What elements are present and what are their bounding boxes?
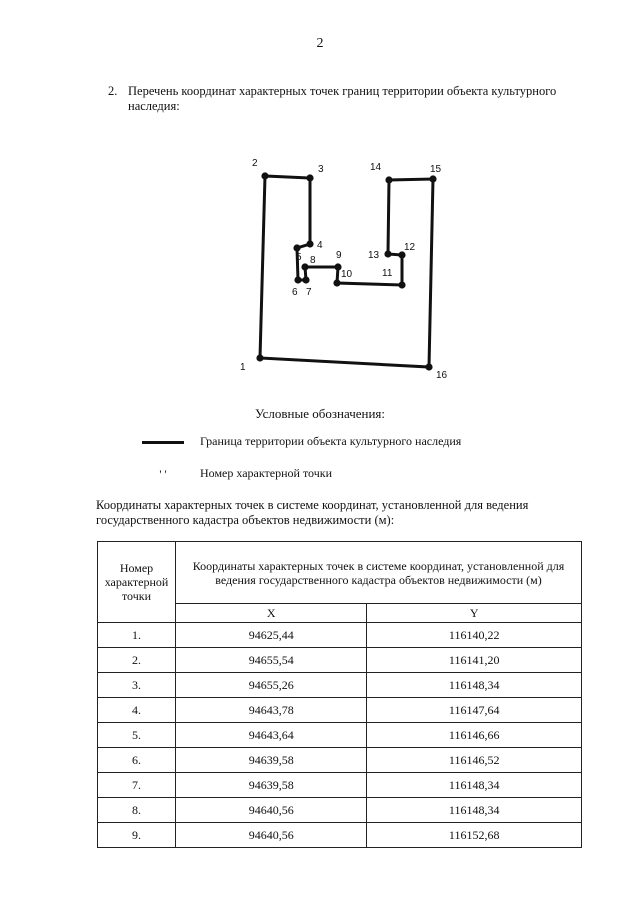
point-marker bbox=[301, 263, 308, 270]
cell-number: 6. bbox=[98, 748, 176, 773]
cell-number: 9. bbox=[98, 823, 176, 848]
cell-number: 5. bbox=[98, 723, 176, 748]
point-label: 14 bbox=[370, 162, 382, 173]
point-marker bbox=[294, 276, 301, 283]
table-row bbox=[98, 623, 582, 648]
cell-number: 7. bbox=[98, 773, 176, 798]
table-row bbox=[98, 723, 582, 748]
point-label: 6 bbox=[292, 287, 298, 298]
point-label: 10 bbox=[341, 269, 353, 280]
point-label: 11 bbox=[382, 268, 393, 279]
point-label: 8 bbox=[310, 255, 316, 266]
cell-y: 116147,64 bbox=[367, 698, 582, 723]
point-label: 2 bbox=[252, 158, 258, 169]
coordinates-table bbox=[97, 541, 582, 848]
cell-y: 116148,34 bbox=[367, 773, 582, 798]
point-label: 4 bbox=[317, 240, 323, 251]
point-label: 5 bbox=[296, 252, 302, 263]
section-heading bbox=[108, 84, 588, 114]
legend-boundary bbox=[142, 434, 461, 449]
point-marker bbox=[261, 172, 268, 179]
cell-number: 8. bbox=[98, 798, 176, 823]
header-coordinates: Координаты характерных точек в системе координат, установленной для ведения государственного кадастра объектов недвижимости (м) bbox=[176, 542, 582, 604]
legend-title: Условные обозначения: bbox=[254, 406, 386, 421]
point-marker bbox=[425, 363, 432, 370]
point-marker bbox=[398, 281, 405, 288]
cell-number: 3. bbox=[98, 673, 176, 698]
legend-points bbox=[142, 466, 332, 482]
cell-y: 116148,34 bbox=[367, 798, 582, 823]
cell-x: 94655,26 bbox=[176, 673, 367, 698]
table-row bbox=[98, 798, 582, 823]
point-label: 15 bbox=[430, 164, 442, 175]
legend-line-sample bbox=[142, 441, 184, 444]
cell-x: 94655,54 bbox=[176, 648, 367, 673]
cell-y: 116146,52 bbox=[367, 748, 582, 773]
point-marker bbox=[333, 279, 340, 286]
point-label: 13 bbox=[368, 250, 380, 261]
cell-number: 1. bbox=[98, 623, 176, 648]
section-title: Перечень координат характерных точек границ территории объекта культурного наследия: bbox=[128, 84, 557, 113]
header-point-number: Номер характерной точки bbox=[98, 542, 176, 623]
cell-y: 116140,22 bbox=[367, 623, 582, 648]
point-label: 1 bbox=[240, 362, 246, 373]
point-marker bbox=[429, 175, 436, 182]
header-y: Y bbox=[367, 604, 582, 623]
point-label: 3 bbox=[318, 164, 324, 175]
table-row bbox=[98, 648, 582, 673]
cell-x: 94639,58 bbox=[176, 748, 367, 773]
legend-point-label: Номер характерной точки bbox=[200, 466, 332, 480]
cell-y: 116146,66 bbox=[367, 723, 582, 748]
section-number: 2. bbox=[108, 84, 118, 98]
table-row bbox=[98, 823, 582, 848]
cell-x: 94640,56 bbox=[176, 823, 367, 848]
point-marker bbox=[384, 250, 391, 257]
header-x: X bbox=[176, 604, 367, 623]
page-number: 2 bbox=[316, 36, 324, 51]
point-label: 7 bbox=[306, 287, 312, 298]
point-marker bbox=[302, 276, 309, 283]
cell-x: 94625,44 bbox=[176, 623, 367, 648]
point-label: 12 bbox=[404, 242, 416, 253]
table-row bbox=[98, 773, 582, 798]
cell-y: 116148,34 bbox=[367, 673, 582, 698]
legend-point-marker: ' ' bbox=[159, 466, 167, 481]
intro-paragraph: Координаты характерных точек в системе координат, установленной для ведения государственного кадастра объектов недвижимости (м): bbox=[96, 498, 529, 527]
cell-x: 94639,58 bbox=[176, 773, 367, 798]
cell-number: 4. bbox=[98, 698, 176, 723]
boundary-diagram bbox=[230, 150, 470, 390]
cell-x: 94643,78 bbox=[176, 698, 367, 723]
cell-x: 94640,56 bbox=[176, 798, 367, 823]
point-marker bbox=[306, 240, 313, 247]
point-label: 9 bbox=[336, 250, 342, 261]
cell-number: 2. bbox=[98, 648, 176, 673]
table-row bbox=[98, 673, 582, 698]
point-marker bbox=[256, 354, 263, 361]
point-marker bbox=[293, 244, 300, 251]
cell-y: 116141,20 bbox=[367, 648, 582, 673]
table-row bbox=[98, 698, 582, 723]
point-marker bbox=[306, 174, 313, 181]
cell-y: 116152,68 bbox=[367, 823, 582, 848]
cell-x: 94643,64 bbox=[176, 723, 367, 748]
point-marker bbox=[385, 176, 392, 183]
legend-boundary-label: Граница территории объекта культурного наследия bbox=[200, 434, 462, 448]
point-label: 16 bbox=[436, 370, 448, 381]
table-row bbox=[98, 748, 582, 773]
